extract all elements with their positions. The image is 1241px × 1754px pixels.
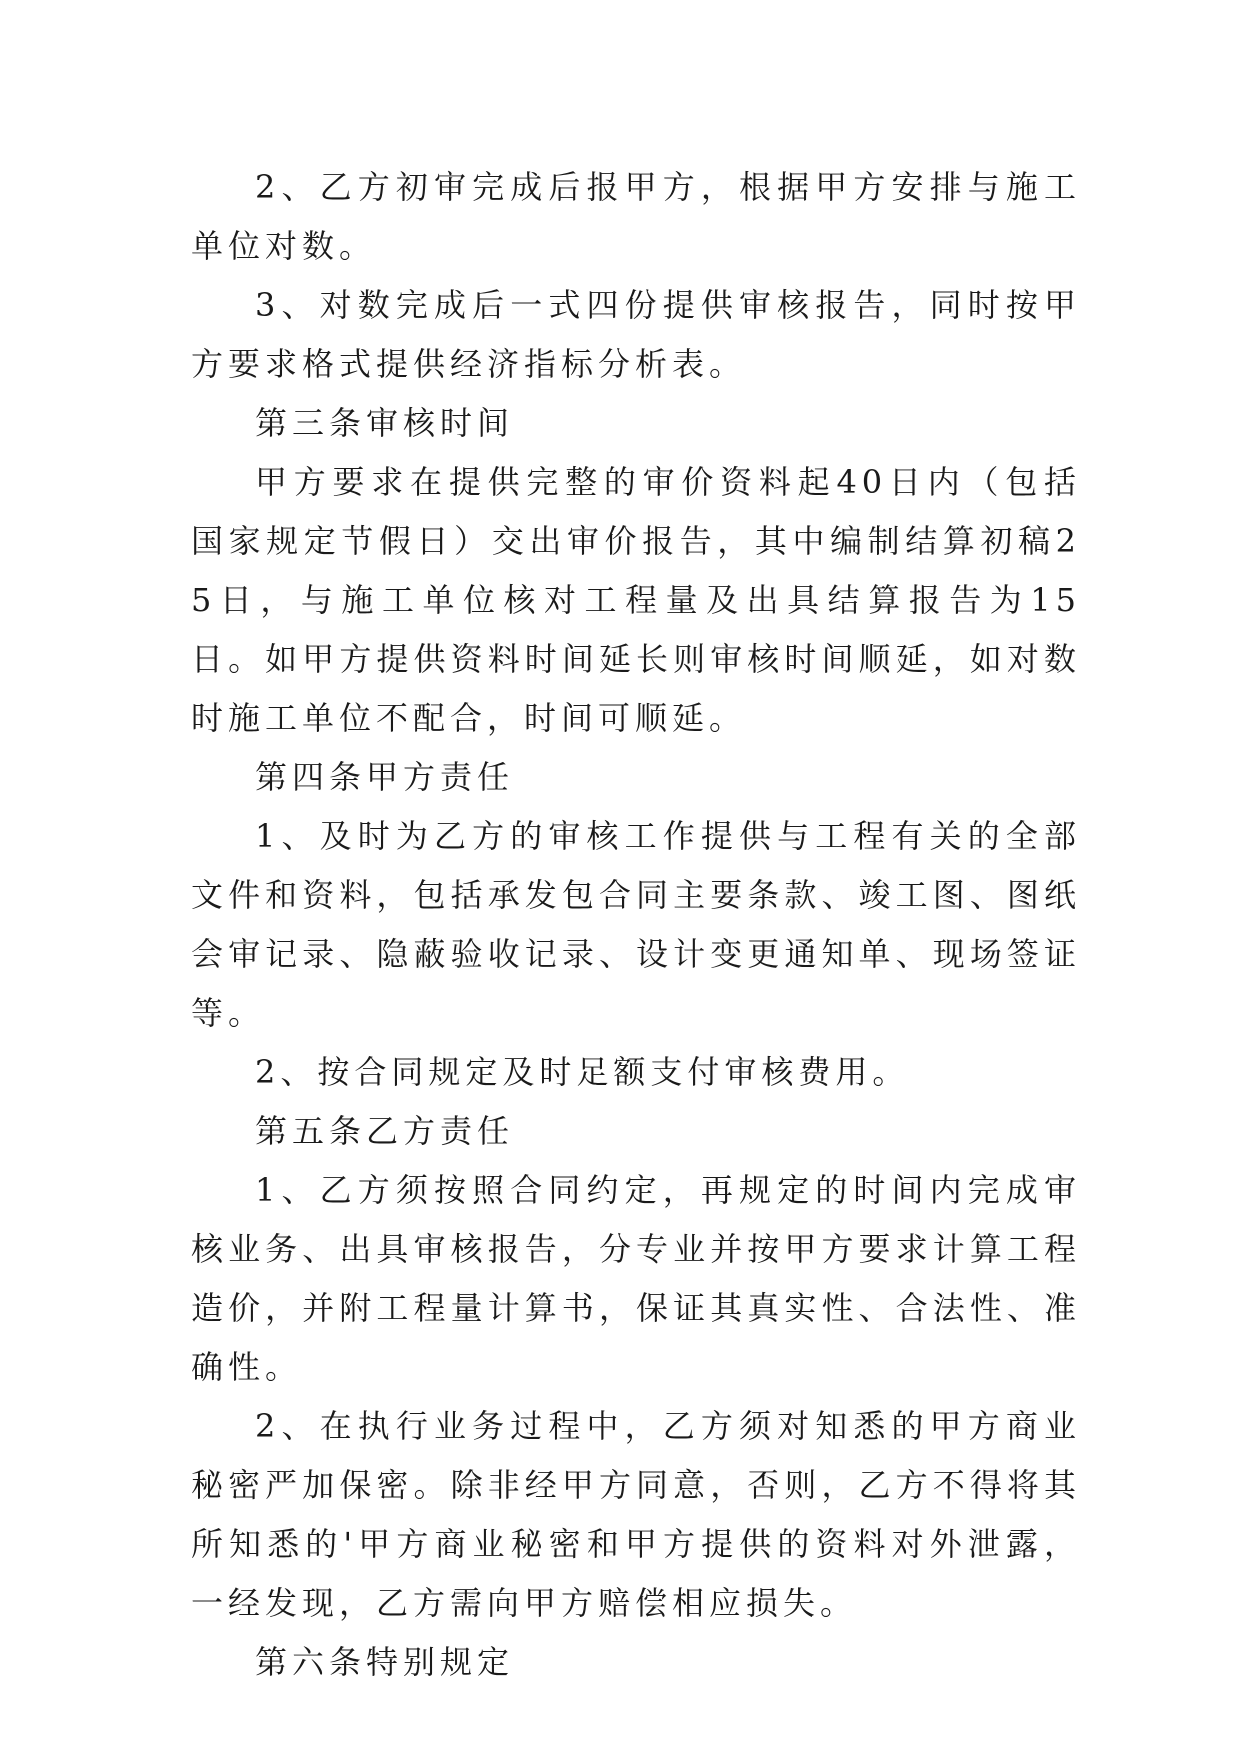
paragraph-party-b-clause-2: 2、在执行业务过程中，乙方须对知悉的甲方商业秘密严加保密。除非经甲方同意，否则，乙方不得将其所知悉的'甲方商业秘密和甲方提供的资料对外泄露，一经发现，乙方需向甲方赔偿相应损失。 [191,1407,1081,1622]
paragraph-clause-2-first-review: 2、乙方初审完成后报甲方，根据甲方安排与施工单位对数。 [191,168,1081,265]
paragraph-party-b-clause-1: 1、乙方须按照合同约定，再规定的时间内完成审核业务、出具审核报告，分专业并按甲方要求计算工程造价，并附工程量计算书，保证其真实性、合法性、准确性。 [191,1171,1081,1386]
paragraph-party-a-clause-2: 2、按合同规定及时足额支付审核费用。 [255,1053,910,1091]
heading-article-4: 第四条甲方责任 [255,758,515,796]
paragraph-party-a-clause-1: 1、及时为乙方的审核工作提供与工程有关的全部文件和资料，包括承发包合同主要条款、竣工图、图纸会审记录、隐蔽验收记录、设计变更通知单、现场签证等。 [191,817,1081,1032]
paragraph-clause-3-review-report: 3、对数完成后一式四份提供审核报告，同时按甲方要求格式提供经济指标分析表。 [191,286,1081,383]
heading-article-3: 第三条审核时间 [255,404,515,442]
paragraph-review-time: 甲方要求在提供完整的审价资料起40日内（包括国家规定节假日）交出审价报告，其中编制结算初稿25日，与施工单位核对工程量及出具结算报告为15日。如甲方提供资料时间延长则审核时间顺延，如对数时施工单位不配合，时间可顺延。 [191,463,1081,737]
heading-article-5: 第五条乙方责任 [255,1112,515,1150]
document-body [191,158,1081,1692]
heading-article-6: 第六条特别规定 [255,1643,515,1681]
